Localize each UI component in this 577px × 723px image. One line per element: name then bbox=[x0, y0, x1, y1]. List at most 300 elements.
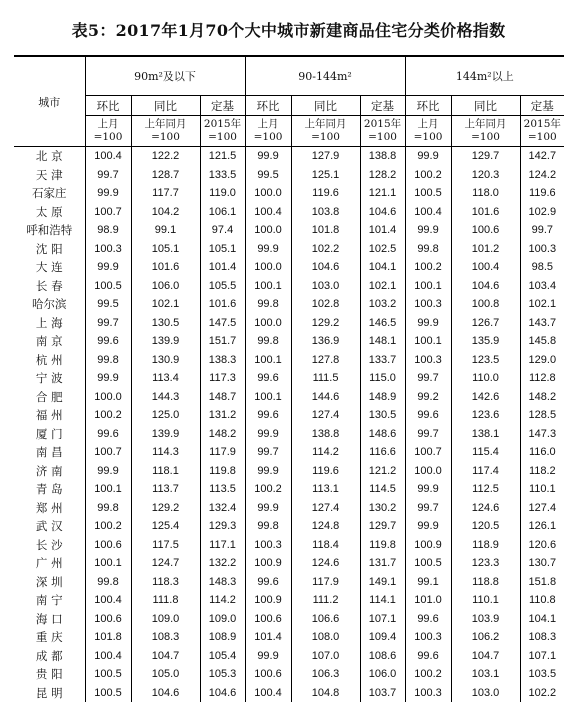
value-cell: 138.3 bbox=[200, 351, 245, 370]
value-cell: 100.1 bbox=[245, 351, 291, 370]
value-cell: 99.7 bbox=[85, 166, 131, 185]
value-cell: 110.1 bbox=[528, 483, 556, 496]
header-base-fixed: 2015年 =100 bbox=[360, 116, 405, 147]
value-cell: 100.9 bbox=[245, 591, 291, 610]
value-cell: 99.9 bbox=[85, 462, 131, 481]
value-cell: 99.8 bbox=[245, 295, 291, 314]
value-cell: 107.1 bbox=[528, 649, 557, 662]
value-cell: 105.3 bbox=[200, 665, 245, 684]
value-cell: 104.6 bbox=[131, 684, 200, 703]
table-row bbox=[14, 480, 564, 499]
value-cell: 102.9 bbox=[528, 205, 557, 218]
value-cell: 127.4 bbox=[291, 406, 360, 425]
value-cell: 106.3 bbox=[291, 665, 360, 684]
value-cell: 105.4 bbox=[200, 647, 245, 666]
value-cell: 100.3 bbox=[85, 240, 131, 259]
value-cell: 100.7 bbox=[85, 203, 131, 222]
value-cell: 108.9 bbox=[200, 628, 245, 647]
value-cell: 99.8 bbox=[85, 573, 131, 592]
table-row bbox=[14, 406, 564, 425]
table-row bbox=[14, 314, 564, 333]
value-cell: 113.1 bbox=[291, 480, 360, 499]
value-cell: 99.6 bbox=[405, 406, 451, 425]
value-cell: 99.6 bbox=[245, 369, 291, 388]
value-cell: 105.0 bbox=[131, 665, 200, 684]
value-cell: 100.0 bbox=[85, 388, 131, 407]
value-cell: 101.4 bbox=[200, 258, 245, 277]
value-cell: 120.3 bbox=[451, 166, 520, 185]
value-cell: 100.8 bbox=[451, 295, 520, 314]
city-cell: 厦 门 bbox=[14, 425, 85, 444]
table-title: 表5：2017年1月70个大中城市新建商品住宅分类价格指数 bbox=[71, 21, 506, 40]
value-cell: 114.5 bbox=[360, 480, 405, 499]
value-cell: 99.1 bbox=[131, 221, 200, 240]
value-cell: 111.8 bbox=[131, 591, 200, 610]
city-cell: 长 沙 bbox=[14, 536, 85, 555]
city-cell: 济 南 bbox=[14, 462, 85, 481]
header-city: 城市 bbox=[14, 56, 85, 147]
value-cell: 116.0 bbox=[528, 446, 556, 459]
value-cell: 99.7 bbox=[405, 425, 451, 444]
header-base-mom: 上月 =100 bbox=[405, 116, 451, 147]
value-cell: 100.7 bbox=[85, 443, 131, 462]
value-cell: 124.7 bbox=[131, 554, 200, 573]
value-cell: 99.7 bbox=[405, 369, 451, 388]
table-row bbox=[14, 258, 564, 277]
value-cell: 103.0 bbox=[291, 277, 360, 296]
value-cell: 102.2 bbox=[528, 686, 557, 699]
value-cell: 108.3 bbox=[131, 628, 200, 647]
value-cell: 117.9 bbox=[291, 573, 360, 592]
city-cell: 深 圳 bbox=[14, 573, 85, 592]
table-row bbox=[14, 240, 564, 259]
value-cell: 124.8 bbox=[291, 517, 360, 536]
value-cell: 136.9 bbox=[291, 332, 360, 351]
value-cell: 112.8 bbox=[528, 372, 556, 385]
value-cell: 100.9 bbox=[245, 554, 291, 573]
header-group-small: 90m²及以下 bbox=[85, 56, 245, 96]
value-cell: 117.9 bbox=[200, 443, 245, 462]
value-cell: 100.4 bbox=[451, 258, 520, 277]
value-cell: 131.7 bbox=[360, 554, 405, 573]
value-cell: 100.2 bbox=[405, 665, 451, 684]
value-cell: 99.6 bbox=[245, 406, 291, 425]
value-cell: 100.4 bbox=[245, 684, 291, 703]
value-cell: 99.9 bbox=[245, 462, 291, 481]
value-cell: 148.9 bbox=[360, 388, 405, 407]
value-cell: 148.1 bbox=[360, 332, 405, 351]
city-cell: 广 州 bbox=[14, 554, 85, 573]
value-cell: 151.7 bbox=[200, 332, 245, 351]
value-cell: 131.2 bbox=[200, 406, 245, 425]
value-cell: 118.1 bbox=[131, 462, 200, 481]
value-cell: 104.1 bbox=[528, 612, 557, 625]
value-cell: 118.2 bbox=[528, 464, 556, 477]
value-cell: 107.1 bbox=[360, 610, 405, 629]
header-sub-fixed: 定基 bbox=[520, 96, 564, 116]
city-cell: 海 口 bbox=[14, 610, 85, 629]
value-cell: 149.1 bbox=[360, 573, 405, 592]
value-cell: 148.7 bbox=[200, 388, 245, 407]
value-cell: 112.5 bbox=[451, 480, 520, 499]
value-cell: 100.2 bbox=[405, 166, 451, 185]
value-cell: 100.2 bbox=[405, 258, 451, 277]
value-cell: 100.5 bbox=[85, 665, 131, 684]
value-cell: 100.1 bbox=[405, 277, 451, 296]
value-cell: 101.6 bbox=[131, 258, 200, 277]
value-cell: 99.8 bbox=[85, 351, 131, 370]
table-row bbox=[14, 351, 564, 370]
value-cell: 99.9 bbox=[245, 147, 291, 166]
value-cell: 144.3 bbox=[131, 388, 200, 407]
table-row bbox=[14, 443, 564, 462]
city-cell: 贵 阳 bbox=[14, 665, 85, 684]
value-cell: 142.6 bbox=[451, 388, 520, 407]
value-cell: 103.4 bbox=[528, 279, 557, 292]
value-cell: 119.8 bbox=[200, 462, 245, 481]
value-cell: 100.3 bbox=[405, 295, 451, 314]
table-row bbox=[14, 332, 564, 351]
value-cell: 128.7 bbox=[131, 166, 200, 185]
header-base-yoy: 上年同月 =100 bbox=[291, 116, 360, 147]
table-row bbox=[14, 665, 564, 684]
value-cell: 118.8 bbox=[451, 573, 520, 592]
value-cell: 100.6 bbox=[245, 665, 291, 684]
city-cell: 杭 州 bbox=[14, 351, 85, 370]
value-cell: 147.3 bbox=[528, 427, 557, 440]
value-cell: 105.5 bbox=[200, 277, 245, 296]
value-cell: 121.1 bbox=[360, 184, 405, 203]
value-cell: 125.4 bbox=[131, 517, 200, 536]
value-cell: 117.7 bbox=[131, 184, 200, 203]
city-cell: 郑 州 bbox=[14, 499, 85, 518]
value-cell: 104.6 bbox=[451, 277, 520, 296]
value-cell: 114.2 bbox=[291, 443, 360, 462]
city-cell: 呼和浩特 bbox=[14, 221, 85, 240]
value-cell: 117.5 bbox=[131, 536, 200, 555]
table-row bbox=[14, 166, 564, 185]
value-cell: 119.6 bbox=[291, 462, 360, 481]
value-cell: 119.8 bbox=[360, 536, 405, 555]
value-cell: 98.9 bbox=[85, 221, 131, 240]
value-cell: 100.3 bbox=[528, 242, 557, 255]
value-cell: 139.9 bbox=[131, 332, 200, 351]
header-sub-yoy: 同比 bbox=[451, 96, 520, 116]
value-cell: 99.8 bbox=[405, 240, 451, 259]
value-cell: 151.8 bbox=[528, 575, 557, 588]
value-cell: 100.0 bbox=[245, 221, 291, 240]
value-cell: 132.2 bbox=[200, 554, 245, 573]
value-cell: 99.5 bbox=[245, 166, 291, 185]
value-cell: 118.9 bbox=[451, 536, 520, 555]
value-cell: 100.3 bbox=[405, 351, 451, 370]
value-cell: 99.6 bbox=[245, 573, 291, 592]
value-cell: 99.7 bbox=[531, 224, 553, 237]
value-cell: 99.9 bbox=[245, 425, 291, 444]
value-cell: 115.4 bbox=[451, 443, 520, 462]
header-sub-mom: 环比 bbox=[85, 96, 131, 116]
header-base-fixed: 2015年 =100 bbox=[200, 116, 245, 147]
header-sub-yoy: 同比 bbox=[291, 96, 360, 116]
value-cell: 99.1 bbox=[405, 573, 451, 592]
table-row bbox=[14, 184, 564, 203]
value-cell: 100.1 bbox=[405, 332, 451, 351]
value-cell: 100.6 bbox=[85, 536, 131, 555]
value-cell: 148.2 bbox=[528, 390, 557, 403]
value-cell: 118.0 bbox=[451, 184, 520, 203]
value-cell: 104.2 bbox=[131, 203, 200, 222]
value-cell: 106.6 bbox=[291, 610, 360, 629]
value-cell: 114.2 bbox=[200, 591, 245, 610]
table-row bbox=[14, 591, 564, 610]
value-cell: 100.2 bbox=[85, 406, 131, 425]
value-cell: 99.9 bbox=[405, 221, 451, 240]
table-row bbox=[14, 573, 564, 592]
value-cell: 118.4 bbox=[291, 536, 360, 555]
value-cell: 104.6 bbox=[360, 203, 405, 222]
value-cell: 114.3 bbox=[131, 443, 200, 462]
value-cell: 129.7 bbox=[360, 517, 405, 536]
value-cell: 130.5 bbox=[360, 406, 405, 425]
city-cell: 北 京 bbox=[14, 147, 85, 166]
value-cell: 100.1 bbox=[245, 277, 291, 296]
city-cell: 南 昌 bbox=[14, 443, 85, 462]
table-row bbox=[14, 277, 564, 296]
value-cell: 99.6 bbox=[405, 647, 451, 666]
city-cell: 武 汉 bbox=[14, 517, 85, 536]
table-row bbox=[14, 369, 564, 388]
value-cell: 106.2 bbox=[451, 628, 520, 647]
value-cell: 124.6 bbox=[291, 554, 360, 573]
value-cell: 100.1 bbox=[85, 480, 131, 499]
table-row bbox=[14, 499, 564, 518]
value-cell: 100.5 bbox=[405, 184, 451, 203]
value-cell: 133.7 bbox=[360, 351, 405, 370]
value-cell: 102.8 bbox=[291, 295, 360, 314]
value-cell: 108.3 bbox=[528, 631, 557, 644]
value-cell: 101.0 bbox=[405, 591, 451, 610]
value-cell: 99.6 bbox=[85, 332, 131, 351]
value-cell: 100.0 bbox=[245, 184, 291, 203]
value-cell: 101.6 bbox=[451, 203, 520, 222]
value-cell: 143.7 bbox=[528, 316, 557, 329]
value-cell: 100.7 bbox=[405, 443, 451, 462]
value-cell: 119.0 bbox=[200, 184, 245, 203]
value-cell: 99.9 bbox=[405, 517, 451, 536]
value-cell: 104.8 bbox=[291, 684, 360, 703]
value-cell: 146.5 bbox=[360, 314, 405, 333]
value-cell: 118.3 bbox=[131, 573, 200, 592]
value-cell: 99.6 bbox=[405, 610, 451, 629]
value-cell: 100.6 bbox=[85, 610, 131, 629]
value-cell: 100.3 bbox=[405, 628, 451, 647]
header-base-mom: 上月 =100 bbox=[245, 116, 291, 147]
city-cell: 成 都 bbox=[14, 647, 85, 666]
value-cell: 99.8 bbox=[245, 332, 291, 351]
value-cell: 124.6 bbox=[451, 499, 520, 518]
value-cell: 100.5 bbox=[85, 684, 131, 703]
value-cell: 103.5 bbox=[528, 668, 557, 681]
value-cell: 135.9 bbox=[451, 332, 520, 351]
table-row bbox=[14, 517, 564, 536]
value-cell: 101.2 bbox=[451, 240, 520, 259]
value-cell: 109.4 bbox=[360, 628, 405, 647]
value-cell: 100.9 bbox=[405, 536, 451, 555]
header-sub-yoy: 同比 bbox=[131, 96, 200, 116]
value-cell: 104.6 bbox=[200, 684, 245, 703]
value-cell: 121.5 bbox=[200, 147, 245, 166]
city-cell: 重 庆 bbox=[14, 628, 85, 647]
value-cell: 117.1 bbox=[200, 536, 245, 555]
value-cell: 114.1 bbox=[360, 591, 405, 610]
value-cell: 129.0 bbox=[528, 353, 557, 366]
value-cell: 103.9 bbox=[451, 610, 520, 629]
value-cell: 129.2 bbox=[131, 499, 200, 518]
value-cell: 100.0 bbox=[245, 314, 291, 333]
value-cell: 102.1 bbox=[528, 298, 557, 311]
value-cell: 138.1 bbox=[451, 425, 520, 444]
city-cell: 昆 明 bbox=[14, 684, 85, 703]
value-cell: 123.6 bbox=[451, 406, 520, 425]
table-row bbox=[14, 536, 564, 555]
value-cell: 145.8 bbox=[528, 335, 557, 348]
value-cell: 101.4 bbox=[245, 628, 291, 647]
value-cell: 110.1 bbox=[451, 591, 520, 610]
city-cell: 南 京 bbox=[14, 332, 85, 351]
value-cell: 99.9 bbox=[85, 258, 131, 277]
value-cell: 100.4 bbox=[245, 203, 291, 222]
value-cell: 99.7 bbox=[405, 499, 451, 518]
value-cell: 100.4 bbox=[405, 203, 451, 222]
city-cell: 石家庄 bbox=[14, 184, 85, 203]
table-row bbox=[14, 425, 564, 444]
header-base-fixed: 2015年 =100 bbox=[520, 116, 564, 147]
header-group-large: 144m²以上 bbox=[405, 56, 564, 96]
value-cell: 99.9 bbox=[405, 314, 451, 333]
value-cell: 113.7 bbox=[131, 480, 200, 499]
price-index-table bbox=[14, 55, 564, 702]
value-cell: 119.6 bbox=[291, 184, 360, 203]
value-cell: 99.7 bbox=[245, 443, 291, 462]
header-sub-fixed: 定基 bbox=[200, 96, 245, 116]
city-cell: 沈 阳 bbox=[14, 240, 85, 259]
value-cell: 100.3 bbox=[405, 684, 451, 703]
value-cell: 117.4 bbox=[451, 462, 520, 481]
value-cell: 99.8 bbox=[85, 499, 131, 518]
value-cell: 127.9 bbox=[291, 147, 360, 166]
value-cell: 127.4 bbox=[528, 501, 557, 514]
value-cell: 101.8 bbox=[85, 628, 131, 647]
value-cell: 100.6 bbox=[451, 221, 520, 240]
value-cell: 121.2 bbox=[360, 462, 405, 481]
value-cell: 106.1 bbox=[200, 203, 245, 222]
value-cell: 100.5 bbox=[85, 277, 131, 296]
value-cell: 104.7 bbox=[131, 647, 200, 666]
value-cell: 126.1 bbox=[528, 520, 557, 533]
city-cell: 天 津 bbox=[14, 166, 85, 185]
value-cell: 100.4 bbox=[85, 591, 131, 610]
value-cell: 129.3 bbox=[200, 517, 245, 536]
value-cell: 124.2 bbox=[528, 168, 557, 181]
value-cell: 99.6 bbox=[85, 425, 131, 444]
value-cell: 105.1 bbox=[200, 240, 245, 259]
value-cell: 148.6 bbox=[360, 425, 405, 444]
value-cell: 100.2 bbox=[245, 480, 291, 499]
value-cell: 138.8 bbox=[360, 147, 405, 166]
value-cell: 144.6 bbox=[291, 388, 360, 407]
value-cell: 101.4 bbox=[360, 221, 405, 240]
value-cell: 99.9 bbox=[405, 480, 451, 499]
city-cell: 南 宁 bbox=[14, 591, 85, 610]
value-cell: 127.4 bbox=[291, 499, 360, 518]
value-cell: 100.3 bbox=[245, 536, 291, 555]
value-cell: 99.7 bbox=[85, 314, 131, 333]
value-cell: 101.6 bbox=[200, 295, 245, 314]
value-cell: 110.8 bbox=[528, 594, 556, 607]
table-row bbox=[14, 684, 564, 703]
value-cell: 108.6 bbox=[360, 647, 405, 666]
value-cell: 100.0 bbox=[405, 462, 451, 481]
value-cell: 102.1 bbox=[360, 277, 405, 296]
city-cell: 太 原 bbox=[14, 203, 85, 222]
value-cell: 100.2 bbox=[85, 517, 131, 536]
value-cell: 132.4 bbox=[200, 499, 245, 518]
value-cell: 116.6 bbox=[360, 443, 405, 462]
header-base-yoy: 上年同月 =100 bbox=[451, 116, 520, 147]
header-base-yoy: 上年同月 =100 bbox=[131, 116, 200, 147]
table-row bbox=[14, 203, 564, 222]
value-cell: 99.5 bbox=[85, 295, 131, 314]
value-cell: 103.0 bbox=[451, 684, 520, 703]
value-cell: 111.2 bbox=[291, 591, 360, 610]
header-group-medium: 90-144m² bbox=[245, 56, 405, 96]
city-cell: 哈尔滨 bbox=[14, 295, 85, 314]
value-cell: 109.0 bbox=[200, 610, 245, 629]
value-cell: 99.9 bbox=[245, 647, 291, 666]
header-sub-fixed: 定基 bbox=[360, 96, 405, 116]
value-cell: 148.2 bbox=[200, 425, 245, 444]
value-cell: 115.0 bbox=[360, 369, 405, 388]
value-cell: 100.4 bbox=[85, 647, 131, 666]
value-cell: 100.4 bbox=[85, 147, 131, 166]
value-cell: 130.5 bbox=[131, 314, 200, 333]
value-cell: 97.4 bbox=[200, 221, 245, 240]
city-cell: 合 肥 bbox=[14, 388, 85, 407]
value-cell: 113.5 bbox=[200, 480, 245, 499]
value-cell: 99.9 bbox=[405, 147, 451, 166]
city-cell: 大 连 bbox=[14, 258, 85, 277]
value-cell: 106.0 bbox=[360, 665, 405, 684]
table-row bbox=[14, 554, 564, 573]
city-cell: 宁 波 bbox=[14, 369, 85, 388]
value-cell: 98.5 bbox=[531, 261, 553, 274]
value-cell: 120.6 bbox=[528, 538, 557, 551]
city-cell: 福 州 bbox=[14, 406, 85, 425]
value-cell: 106.0 bbox=[131, 277, 200, 296]
value-cell: 130.9 bbox=[131, 351, 200, 370]
value-cell: 125.0 bbox=[131, 406, 200, 425]
value-cell: 104.7 bbox=[451, 647, 520, 666]
table-row bbox=[14, 295, 564, 314]
city-cell: 长 春 bbox=[14, 277, 85, 296]
value-cell: 100.1 bbox=[85, 554, 131, 573]
value-cell: 99.9 bbox=[85, 184, 131, 203]
value-cell: 142.7 bbox=[528, 150, 557, 163]
value-cell: 109.0 bbox=[131, 610, 200, 629]
value-cell: 126.7 bbox=[451, 314, 520, 333]
value-cell: 130.2 bbox=[360, 499, 405, 518]
value-cell: 99.8 bbox=[245, 517, 291, 536]
